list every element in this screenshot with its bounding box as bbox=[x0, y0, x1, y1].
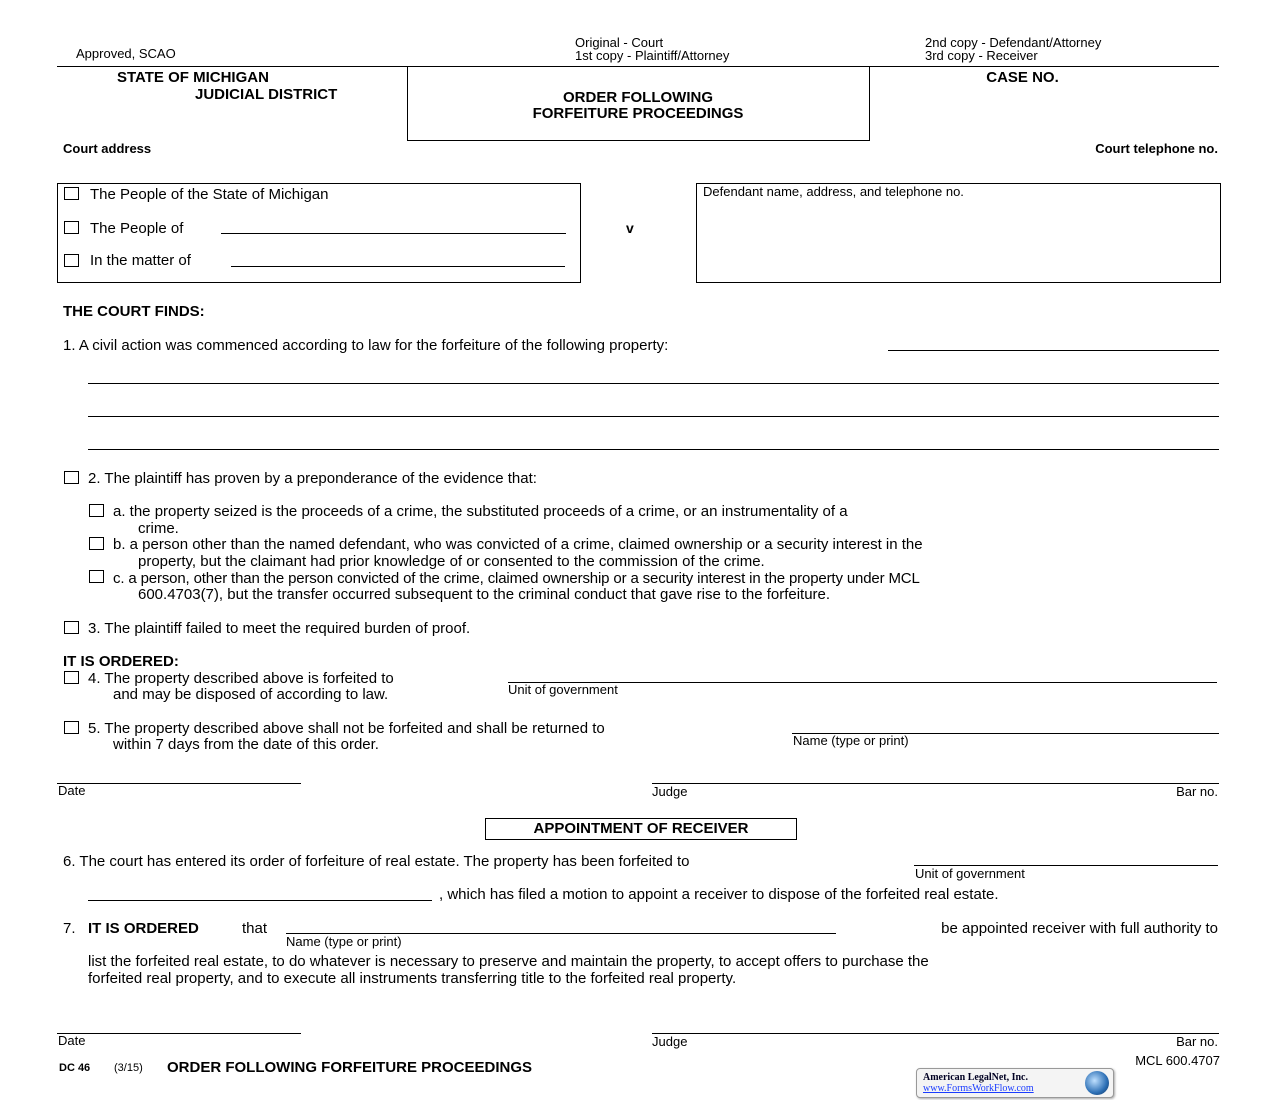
checkbox-order-5[interactable] bbox=[64, 721, 79, 734]
unit-of-government-label: Unit of government bbox=[508, 682, 618, 697]
date-line-1[interactable] bbox=[57, 783, 301, 784]
bar-no-label-1: Bar no. bbox=[1176, 784, 1218, 799]
receiver-unit-label: Unit of government bbox=[915, 866, 1025, 881]
property-line-2[interactable] bbox=[88, 383, 1219, 384]
checkbox-in-matter-of[interactable] bbox=[64, 254, 79, 267]
globe-icon bbox=[1085, 1071, 1109, 1095]
defendant-label: Defendant name, address, and telephone no. bbox=[703, 184, 964, 199]
finding-2b-line2: property, but the claimant had prior knowledge of or consented to the commission of the crime. bbox=[138, 553, 765, 570]
return-name-label: Name (type or print) bbox=[793, 733, 909, 748]
form-title-line2: FORFEITURE PROCEEDINGS bbox=[532, 105, 744, 122]
receiver-7-tail: be appointed receiver with full authority to bbox=[941, 920, 1218, 937]
judge-line-2[interactable] bbox=[652, 1033, 1219, 1034]
property-line-3[interactable] bbox=[88, 416, 1219, 417]
receiver-7-that: that bbox=[242, 920, 268, 937]
court-telephone-label: Court telephone no. bbox=[1095, 141, 1218, 156]
case-no-label: CASE NO. bbox=[986, 69, 1059, 86]
it-is-ordered-heading: IT IS ORDERED: bbox=[63, 653, 179, 670]
finding-1: 1. A civil action was commenced according to law for the forfeiture of the following property: bbox=[63, 337, 669, 354]
date-label-1: Date bbox=[58, 783, 86, 798]
finding-2: 2. The plaintiff has proven by a preponderance of the evidence that: bbox=[88, 470, 537, 487]
property-line-1[interactable] bbox=[888, 350, 1219, 351]
opt-in-matter-of: In the matter of bbox=[90, 252, 191, 269]
checkbox-finding-2a[interactable] bbox=[89, 504, 104, 517]
property-line-4[interactable] bbox=[88, 449, 1219, 450]
finding-2c-line1: c. a person, other than the person convicted of the crime, claimed ownership or a security interest in the property under MCL bbox=[113, 570, 920, 587]
checkbox-order-4[interactable] bbox=[64, 671, 79, 684]
checkbox-finding-2b[interactable] bbox=[89, 537, 104, 550]
copy-third: 3rd copy - Receiver bbox=[925, 48, 1038, 63]
finding-2a-line2: crime. bbox=[138, 520, 179, 537]
finding-2a-line1: a. the property seized is the proceeds of a crime, the substituted proceeds of a crime, or an instrumentality of a bbox=[113, 503, 848, 520]
checkbox-finding-2[interactable] bbox=[64, 471, 79, 484]
checkbox-people-michigan[interactable] bbox=[64, 187, 79, 200]
receiver-heading: APPOINTMENT OF RECEIVER bbox=[485, 818, 797, 840]
bar-no-label-2: Bar no. bbox=[1176, 1034, 1218, 1049]
order-4-line2: and may be disposed of according to law. bbox=[113, 686, 389, 703]
approved-text: Approved, SCAO bbox=[76, 46, 176, 61]
form-title-line1: ORDER FOLLOWING bbox=[563, 89, 713, 106]
checkbox-finding-2c[interactable] bbox=[89, 570, 104, 583]
finding-3: 3. The plaintiff failed to meet the required burden of proof. bbox=[88, 620, 471, 637]
court-finds-heading: THE COURT FINDS: bbox=[63, 303, 205, 320]
in-matter-of-line[interactable] bbox=[231, 266, 565, 267]
judge-label-2: Judge bbox=[652, 1034, 688, 1049]
logo-company-name: American LegalNet, Inc. bbox=[923, 1072, 1028, 1083]
finding-2b-line1: b. a person other than the named defendant, who was convicted of a crime, claimed ownership or a security interest in the bbox=[113, 536, 923, 553]
receiver-7-line3: forfeited real property, and to execute all instruments transferring title to the forfeited real property. bbox=[88, 970, 737, 987]
order-4-line1: 4. The property described above is forfeited to bbox=[88, 670, 394, 687]
copy-second: 2nd copy - Defendant/Attorney bbox=[925, 35, 1102, 50]
receiver-6-line1: 6. The court has entered its order of forfeiture of real estate. The property has been forfeited to bbox=[63, 853, 690, 870]
receiver-7-number: 7. bbox=[63, 920, 76, 937]
receiver-6-line2: , which has filed a motion to appoint a receiver to dispose of the forfeited real estate. bbox=[439, 886, 999, 903]
form-revision: (3/15) bbox=[114, 1062, 143, 1074]
judge-line-1[interactable] bbox=[652, 783, 1219, 784]
date-label-2: Date bbox=[58, 1033, 86, 1048]
district-label: JUDICIAL DISTRICT bbox=[195, 86, 338, 103]
receiver-7-bold: IT IS ORDERED bbox=[88, 920, 199, 937]
receiver-unit-name-line[interactable] bbox=[88, 900, 432, 901]
date-line-2[interactable] bbox=[57, 1033, 301, 1034]
footer-title: ORDER FOLLOWING FORFEITURE PROCEEDINGS bbox=[167, 1059, 533, 1076]
caption-top-rule bbox=[57, 66, 1219, 67]
finding-2c-line2: 600.4703(7), but the transfer occurred subsequent to the criminal conduct that gave rise to the forfeiture. bbox=[138, 586, 831, 603]
caption-title-bottom-rule bbox=[407, 140, 869, 141]
american-legalnet-logo[interactable] bbox=[916, 1068, 1114, 1098]
receiver-7-line2: list the forfeited real estate, to do whatever is necessary to preserve and maintain the property, to accept offers to purchase the bbox=[88, 953, 929, 970]
copy-original: Original - Court bbox=[575, 35, 664, 50]
court-address-label: Court address bbox=[63, 141, 152, 156]
statute-reference: MCL 600.4707 bbox=[1135, 1053, 1220, 1068]
checkbox-people-of[interactable] bbox=[64, 221, 79, 234]
state-label: STATE OF MICHIGAN bbox=[117, 69, 269, 86]
order-5-line1: 5. The property described above shall not be forfeited and shall be returned to bbox=[88, 720, 605, 737]
receiver-name-label: Name (type or print) bbox=[286, 934, 402, 949]
logo-url[interactable]: www.FormsWorkFlow.com bbox=[923, 1083, 1034, 1094]
opt-people-michigan: The People of the State of Michigan bbox=[90, 186, 329, 203]
versus-label: v bbox=[626, 220, 634, 236]
order-5-line2: within 7 days from the date of this order. bbox=[113, 736, 379, 753]
judge-label-1: Judge bbox=[652, 784, 688, 799]
opt-people-of: The People of bbox=[90, 220, 184, 237]
copy-first: 1st copy - Plaintiff/Attorney bbox=[575, 48, 730, 63]
checkbox-finding-3[interactable] bbox=[64, 621, 79, 634]
form-number: DC 46 bbox=[59, 1062, 91, 1074]
people-of-line[interactable] bbox=[221, 233, 566, 234]
